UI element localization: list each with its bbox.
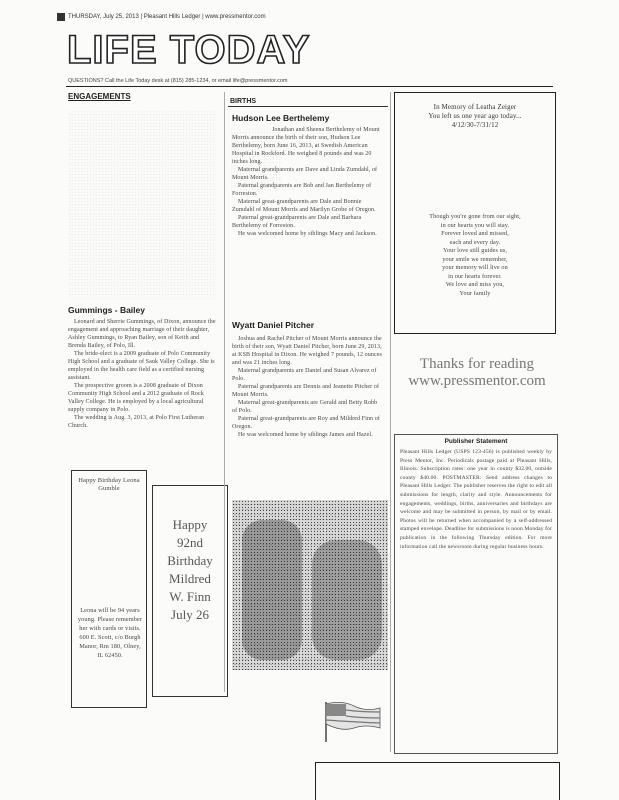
- memorial-title-line: You left us one year ago today...: [428, 112, 522, 120]
- thanks-line: Thanks for reading: [419, 356, 535, 372]
- birthday-line: July 26: [171, 607, 209, 622]
- birth-paragraph: Maternal great-grandparents are Dale and Bonnie Zumdahl of Mount Morris and Marilyn Grobe of Oregon.: [232, 199, 376, 213]
- section-title: LIFE TODAY: [67, 28, 311, 72]
- poem-line: Your family: [459, 289, 491, 297]
- poem-line: in our hearts forever.: [448, 272, 502, 280]
- memorial-box: [394, 92, 556, 334]
- column-rule: [224, 92, 225, 692]
- birth-paragraph: He was welcomed home by siblings James and Hazel.: [238, 432, 373, 438]
- birthday-small-box: [71, 470, 147, 708]
- memorial-title-line: 4/12/30-7/31/12: [451, 121, 499, 129]
- family-photo: [232, 500, 388, 670]
- poem-line: your smile we remember,: [442, 255, 508, 263]
- births-heading: BIRTHS: [230, 98, 257, 105]
- engagements-heading: ENGAGEMENTS: [68, 92, 131, 101]
- birthday-line: W. Finn: [169, 589, 211, 604]
- memorial-title-line: In Memory of Leatha Zeiger: [433, 103, 517, 111]
- poem-line: in our hearts you will stay.: [440, 221, 510, 229]
- birth-paragraph: Paternal great-grandparents are Dale and Barbara Berthelemy of Forreston.: [232, 215, 362, 229]
- poem-line: We love and miss you,: [445, 281, 505, 288]
- engagement-photo: [68, 110, 216, 300]
- birth-paragraph: Jonathan and Sheena Berthelemy of Mount Morris announce the birth of their son, Hudson Lee Berthelemy, born June 16, 2013, at Swedish American Hospital in Rockford. He weighed 8 pounds and was 20 inches long.: [232, 127, 380, 165]
- birth-paragraph: Joshua and Rachel Pitcher of Mount Morris announce the birth of their son, Wyatt Daniel Pitcher, born June 29, 2013, at KSB Hospital in Dixon. He weighed 7 pounds, 12 ounces and was 21 inches long.: [232, 336, 382, 366]
- memorial-photo: [425, 143, 525, 205]
- engagement-paragraph: The bride-elect is a 2009 graduate of Polo Community High School and a graduate of Sauk Valley College. She is employed in the health care field as a certified nursing assistant.: [68, 351, 215, 381]
- publisher-notice-heading: Publisher Statement: [444, 438, 508, 445]
- birthday-line: 92nd: [177, 535, 203, 550]
- contact-line: QUESTIONS? Call the Life Today desk at (815) 285-1234, or email life@pressmentor.com: [68, 78, 288, 84]
- birthday-line: Happy: [172, 517, 208, 532]
- bottom-ad-box: [315, 762, 560, 800]
- engagement-text: [68, 318, 216, 430]
- family-photo-shade: [242, 520, 302, 660]
- poem-line: your memory will live on: [442, 264, 508, 271]
- birthday-big-box: [152, 485, 228, 697]
- birth-name: Wyatt Daniel Pitcher: [232, 320, 315, 330]
- birthday-line: Mildred: [169, 571, 211, 586]
- birth-paragraph: Maternal grandparents are Daniel and Susan Alvarez of Polo.: [232, 368, 377, 382]
- family-photo-shade: [312, 540, 382, 660]
- publisher-notice: [394, 434, 558, 754]
- page-number-badge: [57, 13, 65, 21]
- birth-text: [232, 335, 384, 439]
- birth-paragraph: Maternal grandparents are Dave and Linda Zumdahl, of Mount Morris.: [232, 167, 378, 181]
- poem-line: Though you're gone from our sight,: [429, 213, 521, 220]
- birth-name: Hudson Lee Berthelemy: [232, 113, 330, 123]
- engagement-name: Gummings - Bailey: [68, 305, 145, 315]
- birthday-small-photo: [80, 501, 138, 597]
- thanks-url[interactable]: www.pressmentor.com: [408, 373, 546, 389]
- birthday-small-title: Happy Birthday Leona Gumble: [78, 477, 140, 492]
- birth-paragraph: Paternal grandparents are Bob and Jan Berthelemy of Forreston.: [232, 183, 372, 197]
- birthday-line: Birthday: [167, 553, 213, 568]
- birth-paragraph: Paternal great-grandparents are Roy and Mildred Finn of Oregon.: [232, 416, 380, 430]
- birthday-small-text: Leona will be 94 years young. Please remember her with cards or visits. 600 E. Scott, c/o Burgh Manor, Rm 180, Olney, IL 62450.: [77, 607, 143, 659]
- thanks-promo: [398, 356, 556, 390]
- poem-line: each and every day.: [449, 238, 501, 246]
- birth-text: [232, 126, 384, 238]
- engagement-paragraph: The prospective groom is a 2008 graduate of Dixon Community High School and a 2012 graduate of Rock Valley College. He is employed by a local agricultural supply company in Polo.: [68, 383, 204, 413]
- memorial-title: [395, 103, 555, 130]
- birth-paragraph: Paternal grandparents are Dennis and Jeanette Pitcher of Mount Morris.: [232, 384, 380, 398]
- publisher-notice-text: Pleasant Hills Ledger (USPS 123-456) is published weekly by Press Mentor, Inc. Periodicals postage paid at Pleasant Hills, Illinois. Subscription rates: one year in county $32.00, outside county $40.00. POSTMASTER: Send address changes to Pleasant Hills Ledger. The publisher reserves the right to edit all submissions for length, clarity and style. Announcements for engagements, weddings, births, anniversaries and birthdays are welcome and may be submitted in person, by mail or by email. Photos will be returned when accompanied by a self-addressed stamped envelope. Deadline for submissions is noon Monday for publication in the following Thursday edition. For more information call the newsroom during regular business hours.: [400, 449, 552, 550]
- engagement-paragraph: Leonard and Sherrie Gummings, of Dixon, announce the engagement and approaching marriage of their daughter, Ashley Gummings, to Ryan Bailey, son of Keith and Brenda Bailey, of Polo, Ill.: [68, 319, 216, 349]
- births-rule: [228, 106, 388, 107]
- flag-graphic: [320, 700, 382, 742]
- column-rule: [390, 92, 391, 752]
- birth-paragraph: He was welcomed home by siblings Macy and Jackson.: [238, 231, 377, 237]
- memorial-poem: [401, 213, 549, 298]
- birthday-big-text: [153, 516, 227, 624]
- date-line: THURSDAY, July 25, 2013 | Pleasant Hills Ledger | www.pressmentor.com: [68, 14, 266, 20]
- flag-icon: [320, 700, 382, 742]
- poem-line: Forever loved and missed,: [441, 230, 509, 237]
- engagement-paragraph: The wedding is Aug. 3, 2013, at Polo First Lutheran Church.: [68, 415, 205, 429]
- birth-paragraph: Maternal great-grandparents are Gerald and Betty Robb of Polo.: [232, 400, 378, 414]
- header-rule: [66, 86, 553, 87]
- poem-line: Your love still guides us,: [442, 247, 508, 254]
